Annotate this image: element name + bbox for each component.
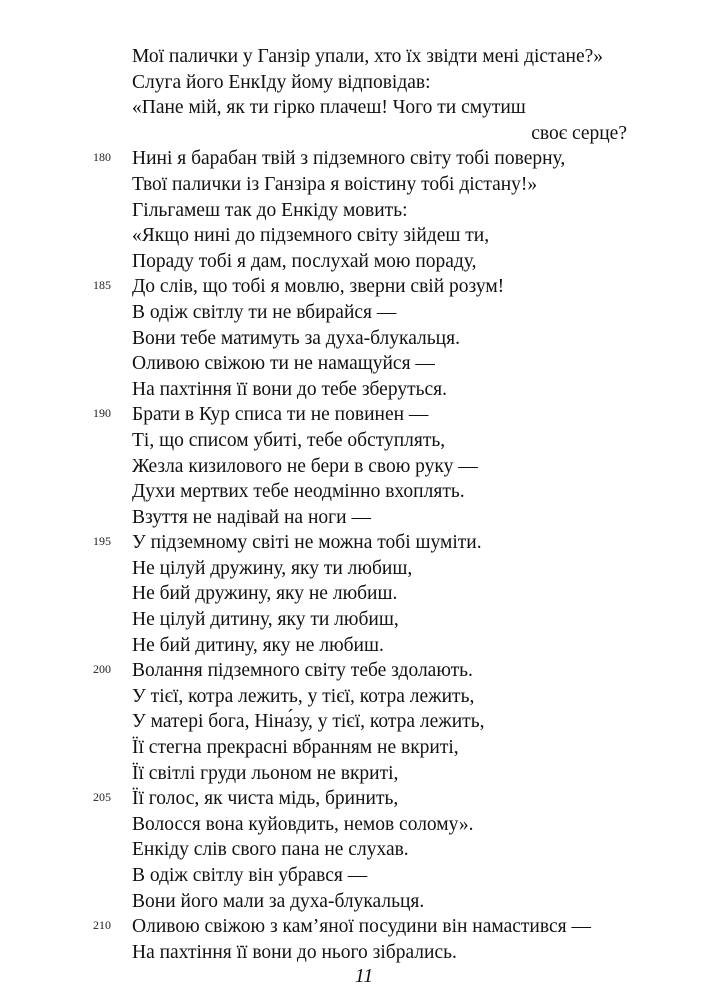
- poem-line: [0, 658, 728, 684]
- line-text: Брати в Кур списа ти не повинен —: [132, 404, 429, 426]
- line-text: Взуття не надівай на ноги —: [132, 506, 371, 528]
- line-text: Оливою свіжою з кам’яної посудини він намастився —: [132, 916, 591, 938]
- line-text: Ті, що списом убиті, тебе обступлять,: [132, 429, 446, 451]
- line-text: Вони його мали за духа-блукальця.: [132, 890, 425, 912]
- line-number: 200: [93, 662, 111, 677]
- page-number: 11: [354, 965, 374, 987]
- line-text: У підземному світі не можна тобі шуміти.: [132, 532, 482, 554]
- line-text: Не цілуй дружину, яку ти любиш,: [132, 557, 413, 579]
- line-text: Не бий дитину, яку не любиш.: [132, 634, 384, 656]
- poem-line: [0, 530, 728, 556]
- line-number: 210: [93, 918, 111, 933]
- line-text: Її стегна прекрасні вбранням не вкриті,: [132, 737, 459, 759]
- line-text: Гільгамеш так до Енкіду мовить:: [132, 199, 408, 221]
- line-text: Її світлі груди льоном не вкриті,: [132, 762, 399, 784]
- line-number: 185: [93, 278, 111, 293]
- line-text: «Пане мій, як ти гірко плачеш! Чого ти смутиш: [132, 97, 526, 119]
- poem-line: [0, 146, 728, 172]
- line-text: своє серце?: [531, 122, 627, 144]
- poem-line: [0, 95, 728, 121]
- poem-line: [0, 479, 728, 505]
- poem-line: [0, 684, 728, 710]
- poem-line: [0, 812, 728, 838]
- poem-line: [0, 761, 728, 787]
- line-text: Пораду тобі я дам, послухай мою пораду,: [132, 250, 477, 272]
- line-number: 180: [93, 150, 111, 165]
- line-text: Не бий дружину, яку не любиш.: [132, 583, 398, 605]
- poem-line: [0, 428, 728, 454]
- line-text: Нині я барабан твій з підземного світу тобі поверну,: [132, 148, 566, 170]
- poem-line: [0, 914, 728, 940]
- poem-line: [0, 300, 728, 326]
- poem-line: [0, 607, 728, 633]
- line-text: Мої палички у Ганзір упали, хто їх звідти мені дістане?»: [132, 46, 603, 67]
- line-text: На пахтіння її вони до нього зібрались.: [132, 941, 457, 963]
- poem-line: [0, 44, 728, 70]
- poem-line: [0, 377, 728, 403]
- poem-body: [0, 44, 728, 965]
- poem-line: [0, 454, 728, 480]
- line-number: 195: [93, 534, 111, 549]
- line-number: 205: [93, 790, 111, 805]
- line-text: Духи мертвих тебе неодмінно вхоплять.: [132, 481, 465, 503]
- line-text: В одіж світлу ти не вбирайся —: [132, 301, 397, 323]
- line-text: Жезла кизилового не бери в свою руку —: [132, 455, 478, 477]
- poem-line: [0, 326, 728, 352]
- line-text: На пахтіння її вони до тебе зберуться.: [132, 378, 447, 400]
- line-text: До слів, що тобі я мовлю, зверни свій розум!: [132, 276, 505, 298]
- poem-line: [0, 735, 728, 761]
- poem-line: [0, 505, 728, 531]
- line-text: Не цілуй дитину, яку ти любиш,: [132, 609, 399, 631]
- line-text: У матері бога, Ніна́зу, у тієї, котра лежить,: [132, 711, 485, 733]
- line-text: Її голос, як чиста мідь, бринить,: [132, 788, 399, 810]
- line-text: Волосся вона куйовдить, немов солому».: [132, 813, 474, 835]
- poem-line: [0, 863, 728, 889]
- poem-line: [0, 786, 728, 812]
- poem-line: [0, 889, 728, 915]
- line-text: Волання підземного світу тебе здолають.: [132, 660, 473, 682]
- poem-line: [0, 249, 728, 275]
- poem-line: [0, 633, 728, 659]
- line-text: У тієї, котра лежить, у тієї, котра лежить,: [132, 685, 475, 707]
- poem-line: [0, 198, 728, 224]
- line-text: Вони тебе матимуть за духа-блукальця.: [132, 327, 460, 349]
- poem-line: [0, 402, 728, 428]
- poem-line: [0, 581, 728, 607]
- poem-line: [0, 121, 728, 147]
- line-text: Енкіду слів свого пана не слухав.: [132, 839, 409, 861]
- line-text: Оливою свіжою ти не намащуйся —: [132, 353, 435, 375]
- poem-line: [0, 709, 728, 735]
- poem-line: [0, 556, 728, 582]
- line-text: Слуга його ЕнкІду йому відповідав:: [132, 71, 431, 93]
- line-text: Твої палички із Ганзіра я воістину тобі дістану!»: [132, 173, 538, 195]
- poem-line: [0, 172, 728, 198]
- poem-line: [0, 223, 728, 249]
- poem-line: [0, 351, 728, 377]
- poem-line: [0, 940, 728, 966]
- poem-line: [0, 837, 728, 863]
- poem-line: [0, 70, 728, 96]
- line-number: 190: [93, 406, 111, 421]
- line-text: «Якщо нині до підземного світу зійдеш ти,: [132, 225, 490, 247]
- line-text: В одіж світлу він убрався —: [132, 865, 368, 886]
- poem-line: [0, 274, 728, 300]
